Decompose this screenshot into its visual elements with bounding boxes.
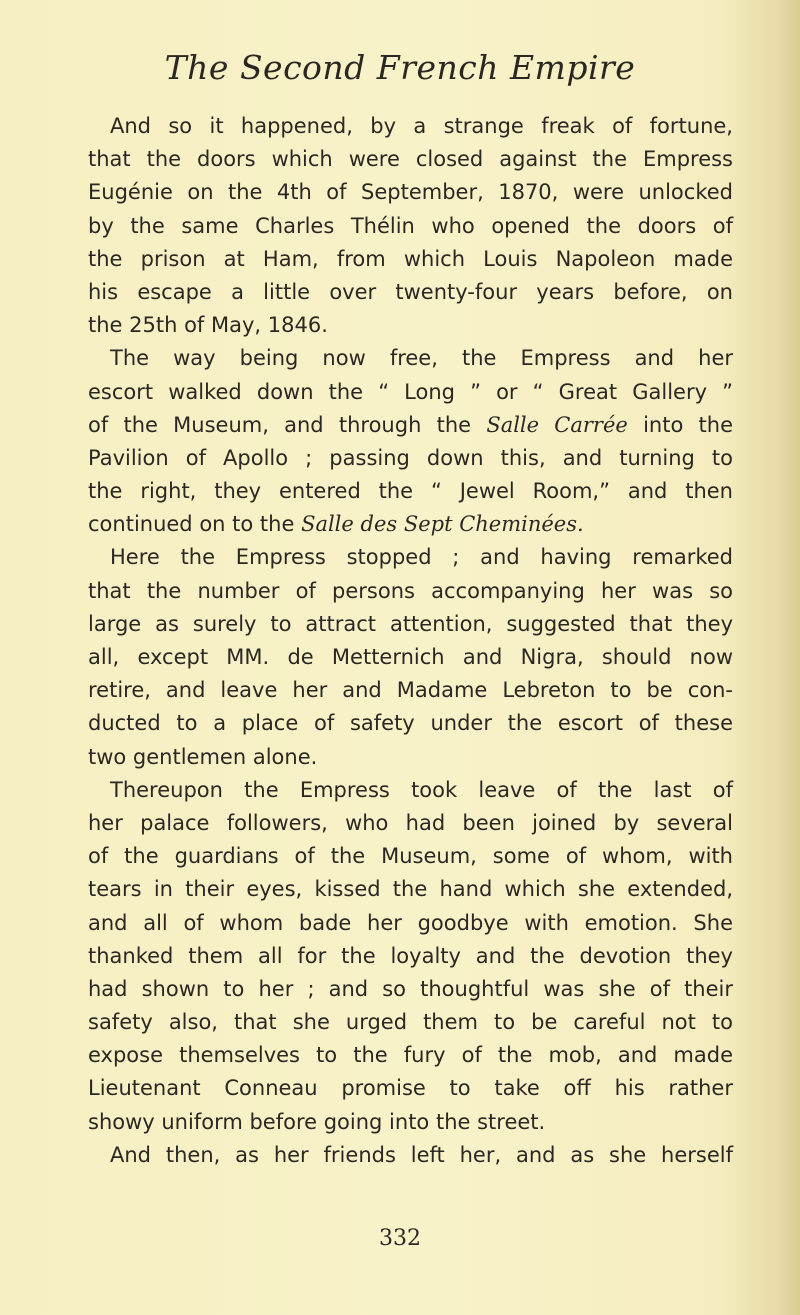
- text-line: all, except MM. de Metternich and Nigra, should now: [88, 645, 733, 669]
- text-line: large as surely to attract attention, suggested that they: [88, 611, 733, 636]
- text-line: And so it happened, by a strange freak of fortune,: [110, 114, 733, 138]
- text-line: safety also, that she urged them to be careful not to: [88, 1010, 733, 1035]
- text-line: her palace followers, who had been joined by several: [88, 810, 733, 835]
- text-line: that the number of persons accompanying her was so: [88, 578, 733, 603]
- text-line: The way being now free, the Empress and her: [110, 346, 733, 371]
- text-line: his escape a little over twenty-four years before, on: [88, 279, 733, 304]
- text-line: showy uniform before going into the street.: [88, 1109, 546, 1134]
- text-line: the prison at Ham, from which Louis Napoleon made: [88, 246, 733, 271]
- page-number: 332: [379, 1226, 421, 1251]
- text-line: and all of whom bade her goodbye with emotion. She: [88, 910, 733, 935]
- body-text: [88, 110, 733, 1172]
- text-line: Thereupon the Empress took leave of the last of: [110, 777, 733, 802]
- text-line: Pavilion of Apollo ; passing down this, and turning to: [88, 445, 733, 470]
- text-line: escort walked down the “ Long ” or “ Great Gallery ”: [88, 379, 733, 404]
- text-line: Lieutenant Conneau promise to take off his rather: [88, 1076, 733, 1101]
- italic-title: Salle Carrée: [486, 412, 628, 437]
- text-line: tears in their eyes, kissed the hand which she extended,: [88, 877, 733, 902]
- italic-title: Salle des Sept Cheminées.: [301, 512, 584, 537]
- text-line: Here the Empress stopped ; and having remarked: [110, 545, 733, 570]
- text-run: into the: [643, 412, 733, 437]
- text-line: retire, and leave her and Madame Lebreton to be con-: [88, 678, 733, 703]
- text-line: And then, as her friends left her, and as she herself: [110, 1142, 733, 1167]
- text-line: by the same Charles Thélin who opened the doors of: [88, 213, 733, 238]
- running-head: The Second French Empire: [164, 48, 636, 87]
- text-line: [88, 409, 733, 442]
- text-line: thanked them all for the loyalty and the devotion they: [88, 943, 733, 968]
- text-line: Eugénie on the 4th of September, 1870, were unlocked: [88, 180, 733, 205]
- text-line: had shown to her ; and so thoughtful was she of their: [88, 976, 733, 1001]
- text-line: two gentlemen alone.: [88, 744, 318, 769]
- text-run: continued on to the: [88, 512, 295, 537]
- text-line: the 25th of May, 1846.: [88, 313, 328, 338]
- text-line: of the guardians of the Museum, some of whom, with: [88, 844, 733, 869]
- text-line: expose themselves to the fury of the mob, and made: [88, 1043, 733, 1068]
- text-line: [88, 508, 733, 541]
- text-line: ducted to a place of safety under the escort of these: [88, 711, 733, 736]
- text-line: that the doors which were closed against the Empress: [88, 147, 733, 172]
- text-line: the right, they entered the “ Jewel Room,” and then: [88, 479, 733, 504]
- text-run: of the Museum, and through the: [88, 412, 472, 437]
